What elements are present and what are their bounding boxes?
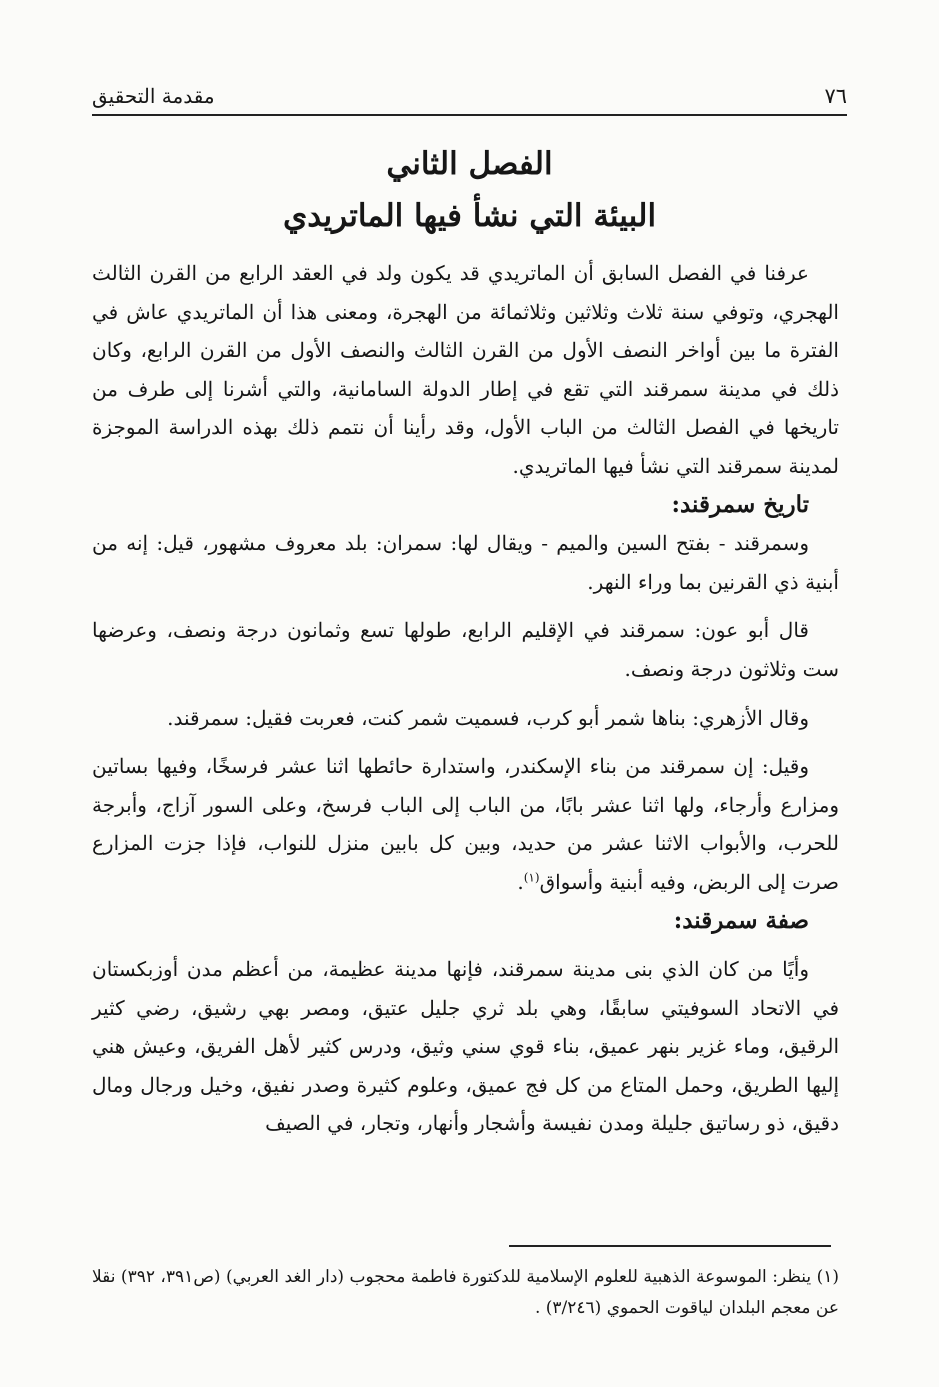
paragraph-text: وقيل: إن سمرقند من بناء الإسكندر، واستدارة حائطها اثنا عشر فرسخًا، وفيها بساتين ومزارع وأرجاء، ولها اثنا عشر بابًا، من الباب إلى الباب فرسخ، وعلى السور آزاج، وأبرجة للحرب، والأبواب الاثنا عشر من حديد، وبين كل بابين منزل للنواب، فإذا جزت المزارع صرت إلى الربض، وفيه أبنية وأسواق (92, 754, 839, 894)
paragraph: وسمرقند - بفتح السين والميم - ويقال لها: سمران: بلد معروف مشهور، قيل: إنه من أبنية ذي القرنين بما وراء النهر. (92, 531, 839, 594)
footnotes (92, 1262, 839, 1324)
running-header (92, 80, 847, 116)
paragraph-with-footnote (92, 747, 839, 901)
paragraph: وأيًا من كان الذي بنى مدينة سمرقند، فإنها مدينة عظيمة، من أعظم مدن أوزبكستان في الاتحاد السوفيتي سابقًا، وهي بلد ثري جليل عتيق، ومصر بهي رشيق، رضي كثير الرقيق، وماء غزير بنهر عميق، بناء قوي سني وثيق، ودرس كثير لأهل الفريق، وعيش هني إليها الطريق، وحمل المتاع من كل فج عميق، وعلوم كثيرة وصدر نفيق، وخيل ورجال ومال دقيق، ذو رساتيق جليلة ومدن نفيسة وأشجار وأنهار، وتجار، في الصيف (92, 957, 839, 1136)
footnote-1: (١) ينظر: الموسوعة الذهبية للعلوم الإسلامية للدكتورة فاطمة محجوب (دار الغد العربي) (ص٣٩١، ٣٩٢) نقلا عن معجم البلدان لياقوت الحموي (٣/٢٤٦) . (92, 1267, 840, 1318)
paragraph: وقال الأزهري: بناها شمر أبو كرب، فسميت شمر كنت، فعربت فقيل: سمرقند. (167, 705, 809, 730)
footnote-reference[interactable]: (١) (523, 870, 540, 885)
paragraph-end: . (517, 869, 524, 894)
footnote-divider (509, 1245, 831, 1247)
paragraph: قال أبو عون: سمرقند في الإقليم الرابع، طولها تسع وثمانون درجة ونصف، وعرضها ست وثلاثون درجة ونصف. (92, 618, 839, 681)
section-heading-history: تاريخ سمرقند: (671, 490, 809, 518)
chapter-title: الفصل الثاني (386, 146, 553, 182)
body-text (92, 254, 839, 1143)
running-title: مقدمة التحقيق (92, 84, 215, 108)
chapter-subtitle: البيئة التي نشأ فيها الماتريدي (282, 198, 657, 234)
page-number: ٧٦ (824, 84, 847, 108)
paragraph-intro: عرفنا في الفصل السابق أن الماتريدي قد يكون ولد في العقد الرابع من القرن الثالث الهجري، وتوفي سنة ثلاث وثلاثين وثلاثمائة من الهجرة، ومعنى هذا أن الماتريدي عاش في الفترة ما بين أواخر النصف الأول من القرن الثالث والنصف الأول من القرن الرابع، وكان ذلك في مدينة سمرقند التي تقع في إطار الدولة السامانية، والتي أشرنا إلى طرف من تاريخها في الفصل الثالث من الباب الأول، وقد رأينا أن نتمم ذلك بهذه الدراسة الموجزة لمدينة سمرقند التي نشأ فيها الماتريدي. (92, 261, 839, 478)
section-heading-description: صفة سمرقند: (673, 906, 809, 934)
